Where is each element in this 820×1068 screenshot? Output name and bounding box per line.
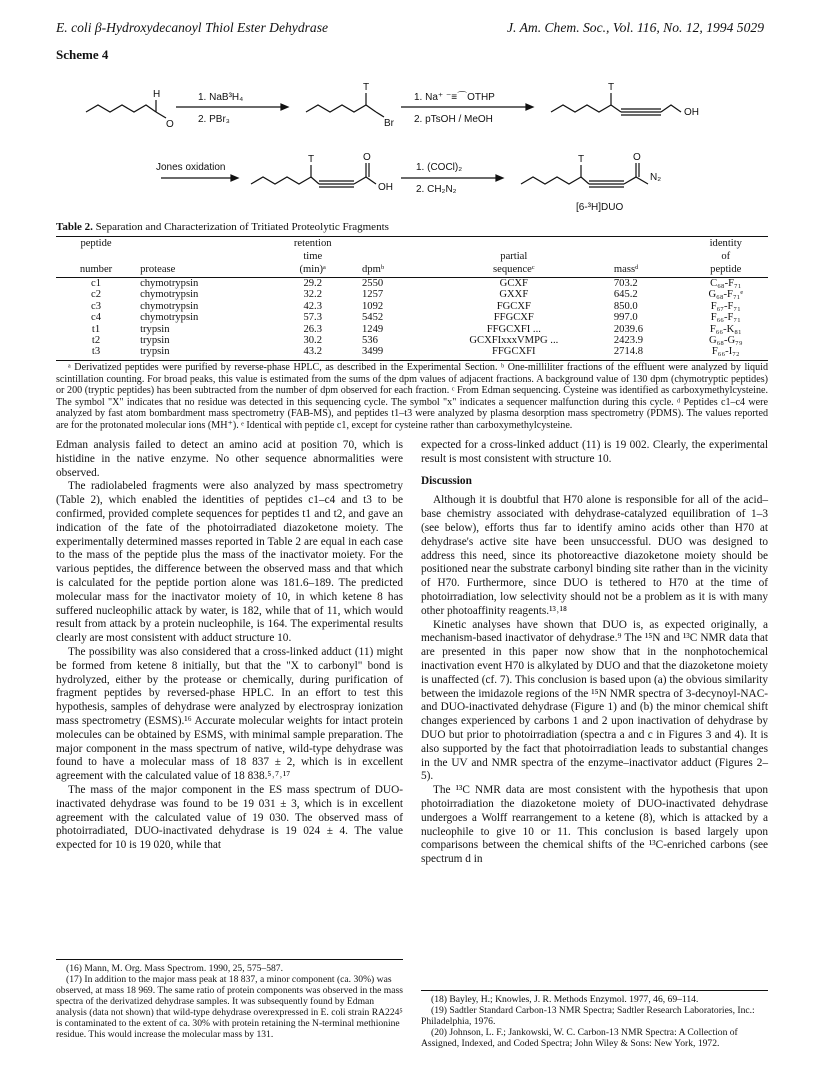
cell-id: F₆₆-I₇₂ [684, 346, 768, 360]
cell-id: G₆₈-F₇₁ᵉ [708, 289, 744, 301]
scheme-title: Scheme 4 [56, 47, 109, 62]
section-heading-discussion: Discussion [421, 474, 472, 487]
cell-seq: FFGCXFI ... [486, 323, 541, 335]
cell-num: c1 [91, 278, 102, 289]
scheme-4-diagram [56, 60, 766, 220]
table-caption [56, 221, 389, 233]
cell-dpm: 536 [362, 335, 378, 347]
cell-num: t3 [56, 346, 136, 360]
header-identity-3: peptide [684, 263, 768, 278]
cell-mass: 703.2 [613, 278, 638, 289]
alkynol-end [661, 105, 681, 112]
table-row [56, 278, 768, 290]
table-row [56, 335, 768, 346]
cell-protease: chymotrypsin [140, 312, 199, 324]
table-footnote-text: ᵃ Derivatized peptides were purified by reverse-phase HPLC, as described in the Experimental Section. ᵇ One-milliliter fractions of the effluent were analyzed by liquid scintillation counting. For broad peaks, this value is estimated from the sums of the dpm values of adjacent fractions. A background value of 130 dpm (chymotryptic peptides) or 200 (tryptic peptides) has been subtracted from the number of dpm observed for each fraction. ᶜ From Edman sequencing. Cysteine was identified as carboxymethylcysteine. The symbol "X" indicates that no residue was detected in this sequencing cycle. The symbol "x" indicates a sequencer malfunction during this cycle. ᵈ Peptides c1–c4 were analyzed by fast atom bombardment mass spectrometry (FAB-MS), and peptides t1–t3 were analyzed by plasma desorption mass spectrometry (PDMS). The values reported are for the protonated molecular ions (MH⁺). ᵉ Identical with peptide c1, except for cysteine rather than carboxymethylcysteine. [56, 362, 768, 431]
table-footnotes [56, 362, 768, 432]
duo-c1 [581, 177, 589, 184]
arrow-4-head [496, 175, 503, 181]
arrow-3-head [231, 175, 238, 181]
reagent-ptsoh: 2. pTsOH / MeOH [414, 114, 493, 125]
cell-seq: FFGCXF [493, 312, 534, 324]
table-row [56, 346, 768, 360]
header-identity-1: identity [684, 237, 768, 251]
cell-num: t2 [91, 335, 101, 347]
cell-mass: 2714.8 [610, 346, 684, 360]
cell-protease: trypsin [136, 346, 267, 360]
cell-mass: 2039.6 [613, 323, 644, 335]
label-o1: O [166, 119, 174, 130]
cell-dpm: 2550 [362, 278, 384, 289]
reference-18: (18) Bayley, H.; Knowles, J. R. Methods Enzymol. 1977, 46, 69–114. [431, 994, 699, 1005]
reference-17: (17) In addition to the major mass peak at 18 837, a minor component (ca. 30%) was observed, at mass 18 969. The same ratio of protein components was observed in the mass spectra of the derivatized dehydrase samples. It was subsequently found by Edman analysis (data not shown) that wild-type dehydrase overexpressed in E. coli strain RA224⁵ is contaminated to the extent of ca. 30% with protein retaining the N-terminal methionine residue. This would increase the molecular mass by 131. [56, 974, 403, 1040]
cell-time: 30.2 [303, 335, 322, 347]
table-number: Table 2. [56, 221, 93, 233]
cell-seq: FGCXF [496, 300, 531, 312]
cell-mass: 997.0 [613, 312, 638, 324]
cell-mass: 645.2 [613, 289, 638, 301]
duo-chain [521, 177, 581, 184]
paragraph: The possibility was also considered that a cross-linked adduct (11) might be formed from ketene 8 initially, but that the "X to carbonyl" bond is hydrolyzed, either by the protease or chemically, during purification of fragment peptides by reversed-phase HPLC. In an effort to test this hypothesis, samples of dehydrase were analyzed by electrospray ionization mass spectrometry (ESMS).¹⁶ Accurate molecular weights for intact protein molecules can be obtained by ESMS, with minimal sample preparation. The major component in the mass spectrum of native, wild-type dehydrase was found to have a molecular mass of 18 837 ± 2, which is in excellent agreement with the calculated value of 18 838.⁵˒⁷˒¹⁷ [56, 645, 403, 783]
label-t1: T [363, 82, 370, 93]
table-row [56, 312, 768, 323]
cell-protease: trypsin [140, 335, 170, 347]
header-partial-2: sequenceᶜ [418, 263, 610, 278]
cell-id: F₆₆-K₈₁ [709, 323, 742, 335]
header-dpm: dpmᵇ [358, 263, 418, 278]
cell-protease: trypsin [140, 323, 170, 335]
header-journal-short-title: E. coli β-Hydroxydecanoyl Thiol Ester Dehydrase [56, 20, 329, 35]
label-o2: O [363, 152, 371, 163]
header-protease: protease [136, 263, 267, 278]
header-retention-2: time [303, 251, 323, 262]
cell-num: c4 [91, 312, 102, 324]
label-oh2: OH [378, 182, 393, 193]
cell-mass: 2423.9 [613, 335, 644, 347]
cell-time: 42.3 [303, 300, 322, 312]
cell-time: 57.3 [303, 312, 322, 324]
header-peptide-1: peptide [56, 237, 136, 251]
bromide-cbr [376, 112, 384, 117]
arrow-1-head [281, 104, 288, 110]
label-t3: T [308, 154, 315, 165]
cell-dpm: 1249 [362, 323, 384, 335]
paragraph: Although it is doubtful that H70 alone is responsible for all of the acid–base chemistry associated with dehydrase-catalyzed equilibration of 1–3 (see below), efforts thus far to identify amino acids other than H70 at dehydrase's active site have been unsuccessful. DUO was designed to address this need, since its photoreactive diazoketone moiety should be positioned near the substrate carbonyl binding site rather than in the vicinity of H70. Furthermore, since DUO is tethered to H70 at the time of photoirradiation, low selectivity should not be a problem as it is with many other photoaffinity reagents.¹³˒¹⁸ [421, 494, 768, 617]
cell-time: 29.2 [303, 278, 322, 289]
cell-seq: FFGCXFI [418, 346, 610, 360]
label-n2: N₂ [650, 172, 662, 183]
cell-id: F₆₇-F₇₁ [710, 300, 741, 312]
cell-id: C₆₈-F₇₁ [710, 278, 742, 289]
header-retention-1: retention [267, 237, 358, 251]
table-row [56, 301, 768, 312]
table-row [56, 324, 768, 335]
header-peptide-2: number [56, 263, 136, 278]
alkynol-chain [551, 105, 611, 112]
label-t4: T [578, 154, 585, 165]
cell-dpm: 5452 [362, 312, 384, 324]
table-2 [56, 236, 768, 361]
paragraph: The ¹³C NMR data are most consistent with the hypothesis that upon photoirradiation the diazoketone moiety of DUO-inactivated dehydrase undergoes a Wolff rearrangement to a ketene (8), which is attacked by a nucleophile to give 10 or 11. This conclusion is based largely upon comparisons between the chemical shifts of the ¹³C-enriched carbons (see spectrum d in [421, 784, 768, 866]
reagent-nab3h4: 1. NaB³H₄ [198, 92, 244, 103]
left-column [56, 439, 403, 853]
paragraph: Edman analysis failed to detect an amino acid at position 70, which is histidine in the native enzyme. No other sequence abnormalities were observed. [56, 439, 403, 479]
reference-20: (20) Johnson, L. F.; Jankowski, W. C. Carbon-13 NMR Spectra: A Collection of Assigned, Indexed, and Coded Spectra; John Wiley & Sons: New York, 1972. [421, 1027, 738, 1049]
label-t2: T [608, 82, 615, 93]
table-title: Separation and Characterization of Tritiated Proteolytic Fragments [95, 221, 389, 233]
cell-dpm: 3499 [358, 346, 418, 360]
cell-protease: chymotrypsin [140, 300, 199, 312]
cell-protease: chymotrypsin [140, 289, 199, 301]
aldehyde-co [156, 112, 166, 118]
cell-id: F₆₆-F₇₁ [710, 312, 741, 324]
running-header [56, 20, 764, 40]
cell-dpm: 1257 [362, 289, 384, 301]
arrow-2-head [526, 104, 533, 110]
header-mass: massᵈ [610, 263, 684, 278]
cell-seq: GCXF [499, 278, 528, 289]
header-identity-2: of [721, 251, 731, 262]
acid-chain [251, 177, 311, 184]
label-oh1: OH [684, 107, 699, 118]
alkynol-c1 [611, 105, 621, 112]
acid-end [354, 177, 376, 184]
cell-mass: 850.0 [613, 300, 638, 312]
paragraph: Kinetic analyses have shown that DUO is, as expected originally, a mechanism-based inactivator of dehydrase.⁹ The ¹⁵N and ¹³C NMR data that are presented in this paper now show that in the nonphotochemical inactivation event H70 is alkylated by DUO and that the diazoketone moiety is unaffected (cf. 7). This conclusion is based upon (a) the obvious similarity between the imidazole regions of the ¹⁵N NMR spectra of 3-decynoyl-NAC- and DUO-inactivated dehydrase (Figure 1) and (b) the minor chemical shift changes experienced by carbons 1 and 2 upon inactivation of dehydrase by DUO but prior to photoirradiation (spectra a and c in Figures 3 and 4). It is also supported by the fact that photoirradiation leads to substantial changes in the UV and NMR spectra of the enzyme–inactivator adduct (Figures 2–5). [421, 618, 768, 783]
label-br: Br [384, 118, 394, 129]
duo-end [624, 177, 648, 184]
references-left [56, 959, 403, 1040]
cell-time: 43.2 [267, 346, 358, 360]
header-partial-1: partial [500, 251, 528, 262]
right-column [421, 439, 768, 867]
cell-num: c3 [91, 300, 102, 312]
label-o3: O [633, 152, 641, 163]
reagent-oxalyl: 1. (COCl)₂ [416, 162, 463, 173]
paragraph: expected for a cross-linked adduct (11) is 19 002. Clearly, the experimental result is most consistent with structure 10. [421, 439, 768, 465]
cell-seq: GCXFIxxxVMPG ... [469, 335, 559, 347]
cell-protease: chymotrypsin [140, 278, 199, 289]
label-h: H [153, 89, 161, 100]
cell-seq: GXXF [499, 289, 529, 301]
cell-num: c2 [91, 289, 102, 301]
acid-c1 [311, 177, 319, 184]
table-row [56, 289, 768, 300]
reagent-pbr3: 2. PBr₃ [198, 114, 230, 125]
aldehyde-chain [86, 105, 156, 112]
reference-19: (19) Sadtler Standard Carbon-13 NMR Spectra; Sadtler Research Laboratories, Inc.: Philadelphia, 1976. [421, 1005, 755, 1027]
reagent-ch2n2: 2. CH₂N₂ [416, 184, 457, 195]
reference-16: (16) Mann, M. Org. Mass Spectrom. 1990, 25, 575–587. [66, 963, 284, 974]
cell-num: t1 [91, 323, 101, 335]
paragraph: The mass of the major component in the ES mass spectrum of DUO-inactivated dehydrase was found to be 19 031 ± 3, which is in excellent agreement with the calculated value of 19 030. The observed mass of photoirradiated, DUO-inactivated dehydrase is 19 024 ± 4. The value expected for 10 is 19 020, while that [56, 783, 403, 852]
paragraph: The radiolabeled fragments were also analyzed by mass spectrometry (Table 2), which enabled the identities of peptides c1–c4 and t3 to be confirmed, provided complete sequences for peptides t1 and t2, and gave an indication of the fate of the photoirradiated diazoketone moiety. The experimentally determined masses reported in Table 2 are equal in each case to the mass of the peptide plus the mass of the inactivator moiety. For the various peptides, the difference between the observed mass and that which is calculated for the peptide portion alone was 181.6–189. The predicted molecular mass for the inactivator moiety of 10, in which ketene 8 has suffered nucleophilic attack by water, is 182, while that of 11, which would result from attack by a protein nucleophile, is 164. The experimental results clearly are most consistent with adduct structure 10. [56, 480, 403, 645]
cell-id: G₆₈-G₇₉ [708, 335, 743, 347]
cell-time: 26.3 [303, 323, 322, 335]
product-label: [6-³H]DUO [576, 202, 624, 213]
cell-time: 32.2 [303, 289, 322, 301]
bromide-chain [306, 105, 376, 112]
reagent-jones: Jones oxidation [156, 162, 226, 173]
header-citation: J. Am. Chem. Soc., Vol. 116, No. 12, 1994 5029 [506, 20, 764, 35]
reagent-na-alkyne: 1. Na⁺ ⁻≡⌒OTHP [414, 92, 495, 103]
references-right [421, 990, 768, 1049]
header-retention-3: (min)ᵃ [267, 263, 358, 278]
cell-dpm: 1092 [362, 300, 384, 312]
